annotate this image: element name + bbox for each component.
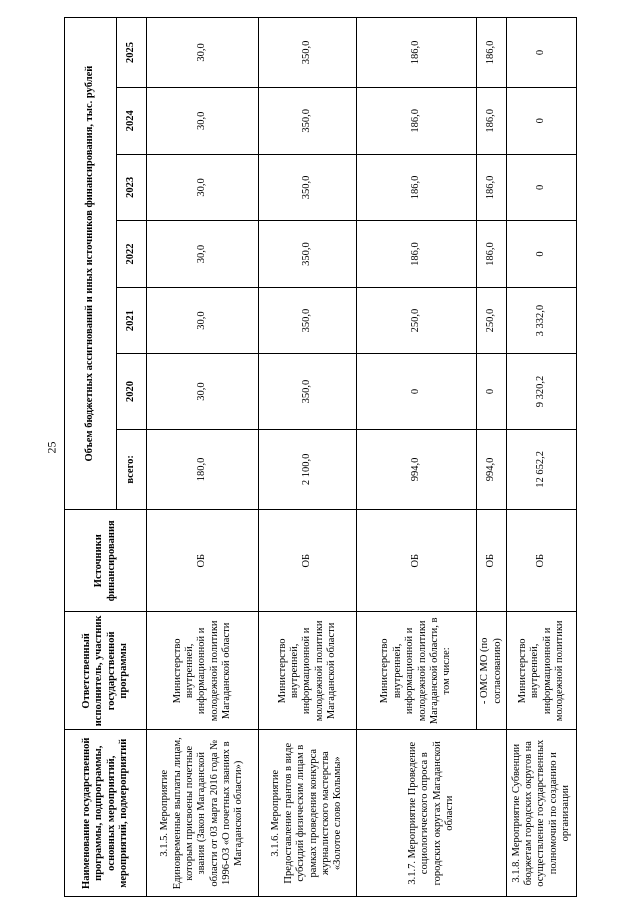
value-cell: 30,0 xyxy=(147,354,259,429)
rotated-table-page xyxy=(64,17,576,897)
value-cell: 350,0 xyxy=(259,154,357,221)
value-cell: 180,0 xyxy=(147,429,259,510)
row-source: ОБ xyxy=(477,510,507,612)
table-row xyxy=(357,18,477,897)
value-cell: 30,0 xyxy=(147,154,259,221)
value-cell: 186,0 xyxy=(357,18,477,88)
value-cell: 12 652,2 xyxy=(507,429,577,510)
value-cell: 350,0 xyxy=(259,287,357,354)
table-row xyxy=(147,18,259,897)
row-name: 3.1.7. Мероприятие Проведение социологического опроса в городских округах Магаданской области xyxy=(357,730,507,897)
row-source: ОБ xyxy=(507,510,577,612)
value-cell: 250,0 xyxy=(477,287,507,354)
value-cell: 250,0 xyxy=(357,287,477,354)
value-cell: 0 xyxy=(507,154,577,221)
header-name: Наименование государственной программы, подпрограммы, основных мероприятий, мероприятий, подмероприятий xyxy=(65,730,147,897)
value-cell: 350,0 xyxy=(259,18,357,88)
row-executor: Министерство внутренней, информационной и молодежной политики Магаданской области, в том числе: xyxy=(357,612,477,730)
header-executor: Ответственный исполнитель, участник государственной программы xyxy=(65,612,147,730)
table-row xyxy=(259,18,357,897)
row-executor: Министерство внутренней, информационной и молодежной политики Магаданской области xyxy=(147,612,259,730)
value-cell: 994,0 xyxy=(357,429,477,510)
header-year: 2024 xyxy=(117,87,147,154)
value-cell: 186,0 xyxy=(357,221,477,288)
value-cell: 9 320,2 xyxy=(507,354,577,429)
header-year: 2021 xyxy=(117,287,147,354)
row-source: ОБ xyxy=(147,510,259,612)
value-cell: 186,0 xyxy=(477,87,507,154)
value-cell: 30,0 xyxy=(147,87,259,154)
row-executor: - ОМС МО (по согласованию) xyxy=(477,612,507,730)
header-year: всего: xyxy=(117,429,147,510)
header-row-1 xyxy=(65,18,117,897)
row-name: 3.1.8. Мероприятие Субвенции бюджетам городских округов на осуществление государственных полномочий по созданию и организации xyxy=(507,730,577,897)
value-cell: 0 xyxy=(357,354,477,429)
value-cell: 0 xyxy=(507,221,577,288)
value-cell: 186,0 xyxy=(477,154,507,221)
value-cell: 3 332,0 xyxy=(507,287,577,354)
value-cell: 30,0 xyxy=(147,18,259,88)
value-cell: 186,0 xyxy=(357,154,477,221)
value-cell: 30,0 xyxy=(147,221,259,288)
value-cell: 30,0 xyxy=(147,287,259,354)
value-cell: 186,0 xyxy=(357,87,477,154)
value-cell: 350,0 xyxy=(259,221,357,288)
table-row xyxy=(507,18,577,897)
row-source: ОБ xyxy=(357,510,477,612)
value-cell: 186,0 xyxy=(477,18,507,88)
header-year: 2022 xyxy=(117,221,147,288)
value-cell: 0 xyxy=(477,354,507,429)
header-source: Источники финансирования xyxy=(65,510,147,612)
value-cell: 0 xyxy=(507,87,577,154)
row-executor: Министерство внутренней, информационной и молодежной политики Магаданской области xyxy=(259,612,357,730)
value-cell: 0 xyxy=(507,18,577,88)
header-volume: Объем бюджетных ассигнований и иных источников финансирования, тыс. рублей xyxy=(65,18,117,510)
value-cell: 2 100,0 xyxy=(259,429,357,510)
value-cell: 186,0 xyxy=(477,221,507,288)
row-name: 3.1.6. Мероприятие Предоставление грантов в виде субсидий физическим лицам в рамках проведения конкурса журналистского мастерства «Золотое слово Колымы» xyxy=(259,730,357,897)
value-cell: 994,0 xyxy=(477,429,507,510)
financing-table xyxy=(64,17,577,897)
header-year: 2020 xyxy=(117,354,147,429)
row-name: 3.1.5. Мероприятие Единовременные выплаты лицам, которым присвоены почетные звания (Закон Магаданской области от 03 марта 2016 года № 1996-ОЗ «О почетных званиях в Магаданской области») xyxy=(147,730,259,897)
row-executor: Министерство внутренней, информационной и молодежной политики xyxy=(507,612,577,730)
page-number: 25 xyxy=(44,441,59,454)
row-source: ОБ xyxy=(259,510,357,612)
header-year: 2025 xyxy=(117,18,147,88)
header-year: 2023 xyxy=(117,154,147,221)
value-cell: 350,0 xyxy=(259,87,357,154)
value-cell: 350,0 xyxy=(259,354,357,429)
